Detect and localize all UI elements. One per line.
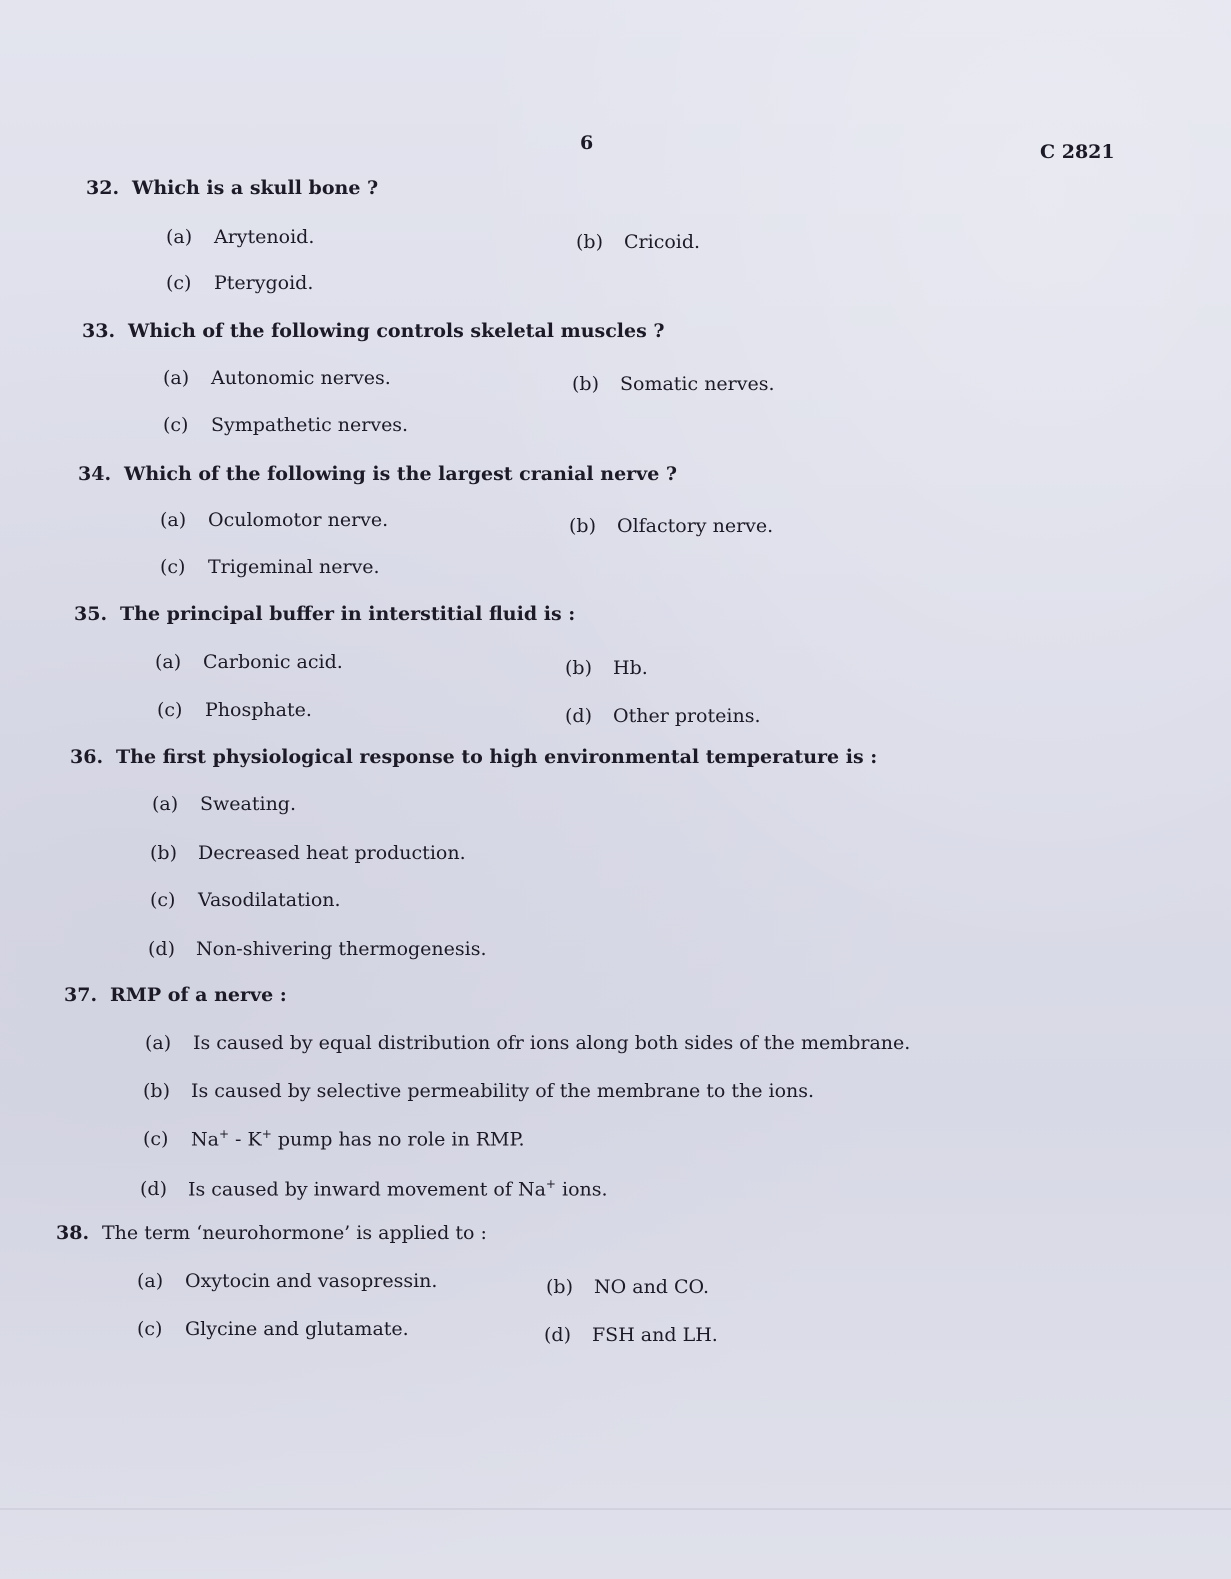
question-text: The principal buffer in interstitial fluid is : <box>120 603 576 625</box>
option-c: (c) Na+ - K+ pump has no role in RMP. <box>143 1127 525 1151</box>
question-38 <box>56 1222 487 1244</box>
page-fold <box>0 1508 1231 1510</box>
question-number: 34. <box>78 463 112 485</box>
question-text: The first physiological response to high environmental temperature is : <box>116 746 878 768</box>
option-c: (c) Glycine and glutamate. <box>137 1318 409 1340</box>
option-b: (b) Decreased heat production. <box>150 842 466 864</box>
option-b: (b) Somatic nerves. <box>572 373 775 395</box>
question-text: Which of the following is the largest cranial nerve ? <box>124 463 678 485</box>
option-a: (a) Oculomotor nerve. <box>160 509 389 531</box>
option-a: (a) Sweating. <box>152 793 297 815</box>
option-c: (c) Vasodilatation. <box>150 889 341 911</box>
question-34 <box>78 463 677 485</box>
option-d: (d) Is caused by inward movement of Na+ ions. <box>140 1177 608 1201</box>
option-b: (b) Is caused by selective permeability of the membrane to the ions. <box>143 1080 815 1102</box>
page-number: 6 <box>580 132 594 154</box>
option-a: (a) Is caused by equal distribution ofr ions along both sides of the membrane. <box>145 1032 911 1054</box>
option-d: (d) Non-shivering thermogenesis. <box>148 938 487 960</box>
option-d: (d) FSH and LH. <box>544 1324 718 1346</box>
option-c: (c) Phosphate. <box>157 699 312 721</box>
option-a: (a) Oxytocin and vasopressin. <box>137 1270 438 1292</box>
question-text: Which is a skull bone ? <box>132 177 379 199</box>
question-number: 38. <box>56 1222 90 1244</box>
option-b: (b) Hb. <box>565 657 648 679</box>
question-number: 37. <box>64 984 98 1006</box>
question-number: 33. <box>82 320 116 342</box>
question-number: 35. <box>74 603 108 625</box>
option-d: (d) Other proteins. <box>565 705 761 727</box>
question-number: 32. <box>86 177 120 199</box>
question-35 <box>74 603 575 625</box>
question-32 <box>86 177 378 199</box>
question-number: 36. <box>70 746 104 768</box>
option-b: (b) Cricoid. <box>576 231 701 253</box>
question-text: RMP of a nerve : <box>110 984 287 1006</box>
question-text: The term ‘neurohormone’ is applied to : <box>102 1222 487 1244</box>
option-a: (a) Carbonic acid. <box>155 651 343 673</box>
option-c: (c) Pterygoid. <box>166 272 314 294</box>
question-37 <box>64 984 287 1006</box>
question-33 <box>82 320 665 342</box>
option-a: (a) Autonomic nerves. <box>163 367 391 389</box>
paper-code: C 2821 <box>1040 141 1115 163</box>
option-a: (a) Arytenoid. <box>166 226 315 248</box>
option-c: (c) Sympathetic nerves. <box>163 414 409 436</box>
question-36 <box>70 746 877 768</box>
option-b: (b) NO and CO. <box>546 1276 710 1298</box>
option-b: (b) Olfactory nerve. <box>569 515 774 537</box>
question-text: Which of the following controls skeletal muscles ? <box>128 320 665 342</box>
option-c: (c) Trigeminal nerve. <box>160 556 380 578</box>
